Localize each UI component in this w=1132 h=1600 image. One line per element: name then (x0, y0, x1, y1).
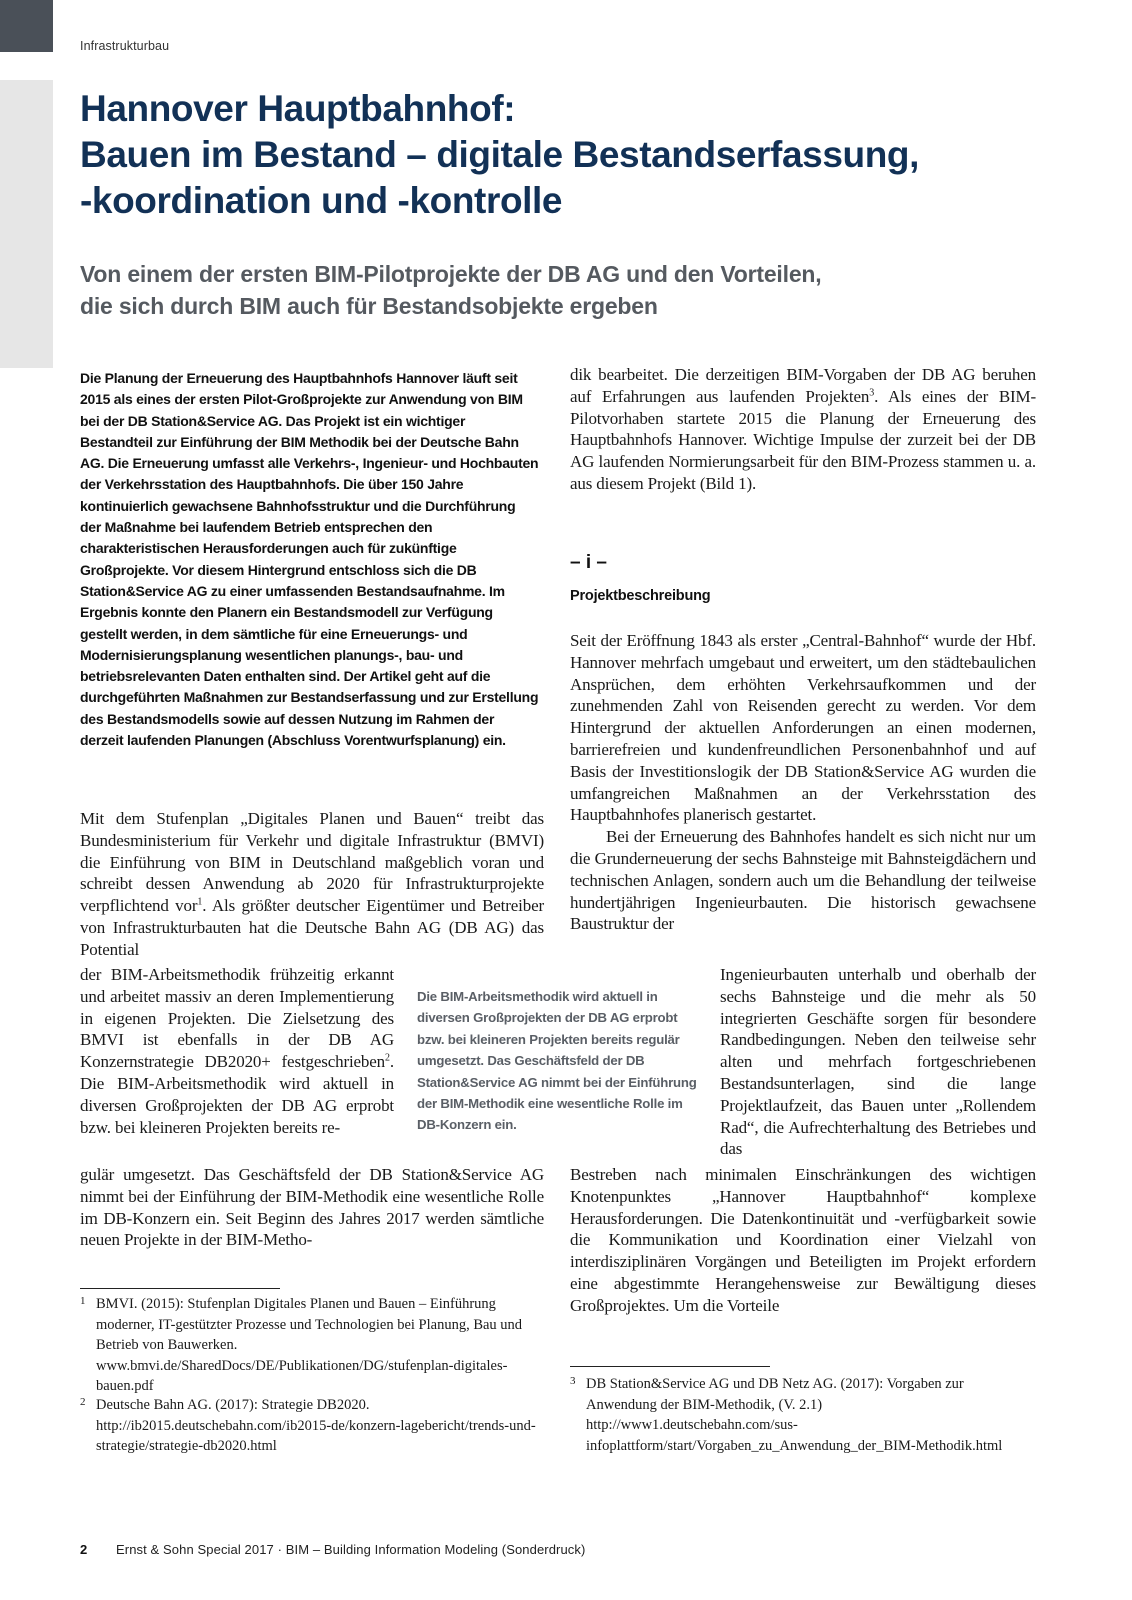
body-text: dik bearbeitet. Die derzeitigen BIM-Vorgaben der DB AG beruhen auf Erfahrungen aus laufenden Projekten (570, 365, 1036, 406)
footer-source: Ernst & Sohn Special 2017 · BIM – Building Information Modeling (Sonderdruck) (116, 1542, 586, 1557)
subtitle-line-1: Von einem der ersten BIM-Pilotprojekte der DB AG und den Vorteilen, (80, 261, 822, 287)
body-paragraph-right-2: Seit der Eröffnung 1843 als erster „Central-Bahnhof“ wurde der Hbf. Hannover mehrfach umgebaut und erweitert, um den städtebaulichen Ansprüchen, dem erhöhten Verkehrsaufkommen und der zunehmenden Zahl von Reisenden gerecht zu werden. Vor dem Hintergrund der aktuellen Anforderungen an einen modernen, barrierefreien und kundenfreundlichen Personenbahnhof und auf Basis der Investitionslogik der DB Station&Service AG wurden die umfangreichen Maßnahmen an der Verkehrsstation des Hauptbahnhofes planerisch gestartet. (570, 631, 1036, 825)
body-paragraph-right-4: Ingenieurbauten unterhalb und oberhalb der sechs Bahnsteige und die mehr als 50 integrierten Geschäfte sorgen für besondere Randbedingungen. Neben den teilweise sehr alten und mehrfach fortgeschriebenen Bestandsunterlagen, sind die lange Projektlaufzeit, das Bauen unter „Rollendem Rad“, die Aufrechterhaltung des Betriebes und das (720, 965, 1036, 1159)
side-color-band (0, 80, 53, 368)
footnote-number: 1 (80, 1295, 86, 1307)
body-text: . Als größter deutscher Eigentümer und Betreiber von Infrastrukturbauten hat die Deutsche Bahn AG (DB AG) das Potential (80, 896, 544, 959)
footnote-text: DB Station&Service AG und DB Netz AG. (2017): Vorgaben zur Anwendung der BIM-Methodik, (V. 2.1) http://www1.deutschebahn.com/sus-infoplattform/start/Vorgaben_zu_Anwendung_der_BIM-Methodik.html (586, 1376, 1003, 1454)
section-heading: Projektbeschreibung (570, 588, 711, 604)
title-line-2: Bauen im Bestand – digitale Bestandserfassung, (80, 134, 919, 175)
title-line-1: Hannover Hauptbahnhof: (80, 88, 516, 129)
footnote-text: BMVI. (2015): Stufenplan Digitales Planen und Bauen – Einführung moderner, IT-gestützter Prozesse und Technologien bei Planung, Bau und Betrieb von Bauwerken. www.bmvi.de/SharedDocs/DE/Publikationen/DG/stufenplan-digitales-bauen.pdf (96, 1296, 523, 1394)
title-line-3: -koordination und -kontrolle (80, 180, 563, 221)
body-paragraph-right-5: Bestreben nach minimalen Einschränkungen des wichtigen Knotenpunktes „Hannover Hauptbahnhof“ komplexe Herausforderungen. Die Datenkontinuität und -verfügbarkeit sowie die Kommunikation und Koordination einer Vielzahl von interdisziplinären Vorgängen und Beteiligten im Projekt erfordern eine abgestimmte Herangehensweise zur Bewältigung dieses Großprojektes. Um die Vorteile (570, 1165, 1036, 1315)
abstract: Die Planung der Erneuerung des Hauptbahnhofs Hannover läuft seit 2015 als eines der ersten Pilot-Großprojekte zur Anwendung von BIM bei der DB Station&Service AG. Das Projekt ist ein wichtiger Bestandteil zur Einführung der BIM Methodik bei der Deutsche Bahn AG. Die Erneuerung umfasst alle Verkehrs-, Ingenieur- und Hochbauten der Verkehrsstation des Hauptbahnhofs. Die über 150 Jahre kontinuierlich gewachsene Bahnhofsstruktur und die Durchführung der Maßnahme bei laufendem Betrieb entsprechen den charakteristischen Herausforderungen auch für zukünftige Großprojekte. Vor diesem Hintergrund entschloss sich die DB Station&Service AG zu einer umfassenden Bestandsaufnahme. Im Ergebnis konnte den Planern ein Bestandsmodell zur Verfügung gestellt werden, in dem sämtliche für eine Erneuerungs- und Modernisierungsplanung wesentlichen planungs-, bau- und betriebsrelevanten Daten enthalten sind. Der Artikel geht auf die durchgeführten Maßnahmen zur Bestandserfassung und zur Erstellung des Bestandsmodells sowie auf dessen Nutzung im Rahmen der derzeit laufenden Planungen (Abschluss Vorentwurfsplanung) ein. (80, 370, 539, 749)
section-label: Infrastrukturbau (80, 39, 170, 53)
subtitle-line-2: die sich durch BIM auch für Bestandsobjekte ergeben (80, 293, 658, 319)
footnote-ref-1[interactable]: 1 (197, 896, 203, 908)
body-paragraph-left-2 (80, 964, 394, 1138)
body-paragraphs-right-2 (570, 630, 1036, 935)
body-paragraph-right-1 (570, 364, 1036, 495)
footnote-3 (570, 1374, 1036, 1456)
article-subtitle (80, 258, 1080, 322)
footnote-number: 3 (570, 1375, 576, 1387)
info-marker: – i – (570, 552, 607, 573)
footnote-divider-right (570, 1366, 770, 1367)
body-paragraph-right-3: Bei der Erneuerung des Bahnhofes handelt es sich nicht nur um die Grunderneuerung der sechs Bahnsteige mit Bahnsteigdächern und technischen Anlagen, sondern auch um die Behandlung der teilweise hundertjährigen Ingenieurbauten. Die historisch gewachsene Baustruktur der (570, 827, 1036, 934)
body-text: . Als eines der BIM-Pilotvorhaben startete 2015 die Planung der Erneuerung des Hauptbahnhofs Hannover. Wichtige Impulse der zurzeit bei der DB AG laufenden Normierungsarbeit für den BIM-Prozess stammen u. a. aus diesem Projekt (Bild 1). (570, 386, 1037, 493)
corner-color-block (0, 0, 53, 52)
body-text: der BIM-Arbeitsmethodik frühzeitig erkannt und arbeitet massiv an deren Implementierung in eigenen Projekten. Die Zielsetzung des BMVI ist ebenfalls in der DB AG Konzernstrategie DB2020+ festgeschrieben (80, 965, 394, 1072)
page-number: 2 (80, 1542, 88, 1557)
footnote-ref-2[interactable]: 2 (385, 1052, 390, 1064)
footnote-number: 2 (80, 1396, 86, 1408)
body-text: Mit dem Stufenplan „Digitales Planen und Bauen“ treibt das Bundesministerium für Verkehr und digitale Infrastruktur (BMVI) die Einführung von BIM in Deutschland maßgeblich voran und schreibt dessen Anwendung ab 2020 für Infrastrukturprojekte verpflichtend vor (80, 809, 544, 916)
footnote-ref-3[interactable]: 3 (869, 387, 875, 399)
article-title (80, 86, 1080, 224)
pull-quote: Die BIM-Arbeitsmethodik wird aktuell in diversen Großprojekten der DB AG erprobt bzw. bei kleineren Projekten bereits regulär umgesetzt. Das Geschäftsfeld der DB Station&Service AG nimmt bei der Einführung der BIM-Methodik eine wesentliche Rolle im DB-Konzern ein. (417, 989, 697, 1133)
body-text: . Die BIM-Arbeitsmethodik wird aktuell in diversen Großprojekten der DB AG erprobt bzw. bei kleineren Projekten bereits re- (80, 1052, 394, 1137)
footnote-divider-left (80, 1288, 280, 1289)
footnote-2 (80, 1395, 542, 1457)
footnote-text: Deutsche Bahn AG. (2017): Strategie DB2020. http://ib2015.deutschebahn.com/ib2015-de/konzern-lagebericht/trends-und-strategie/strategie-db2020.html (96, 1397, 536, 1454)
body-paragraph-left-1 (80, 808, 544, 961)
body-paragraph-left-3: gulär umgesetzt. Das Geschäftsfeld der DB Station&Service AG nimmt bei der Einführung der BIM-Methodik eine wesentliche Rolle im DB-Konzern ein. Seit Beginn des Jahres 2017 werden sämtliche neuen Projekte in der BIM-Metho- (80, 1165, 544, 1250)
footnote-1 (80, 1294, 542, 1397)
